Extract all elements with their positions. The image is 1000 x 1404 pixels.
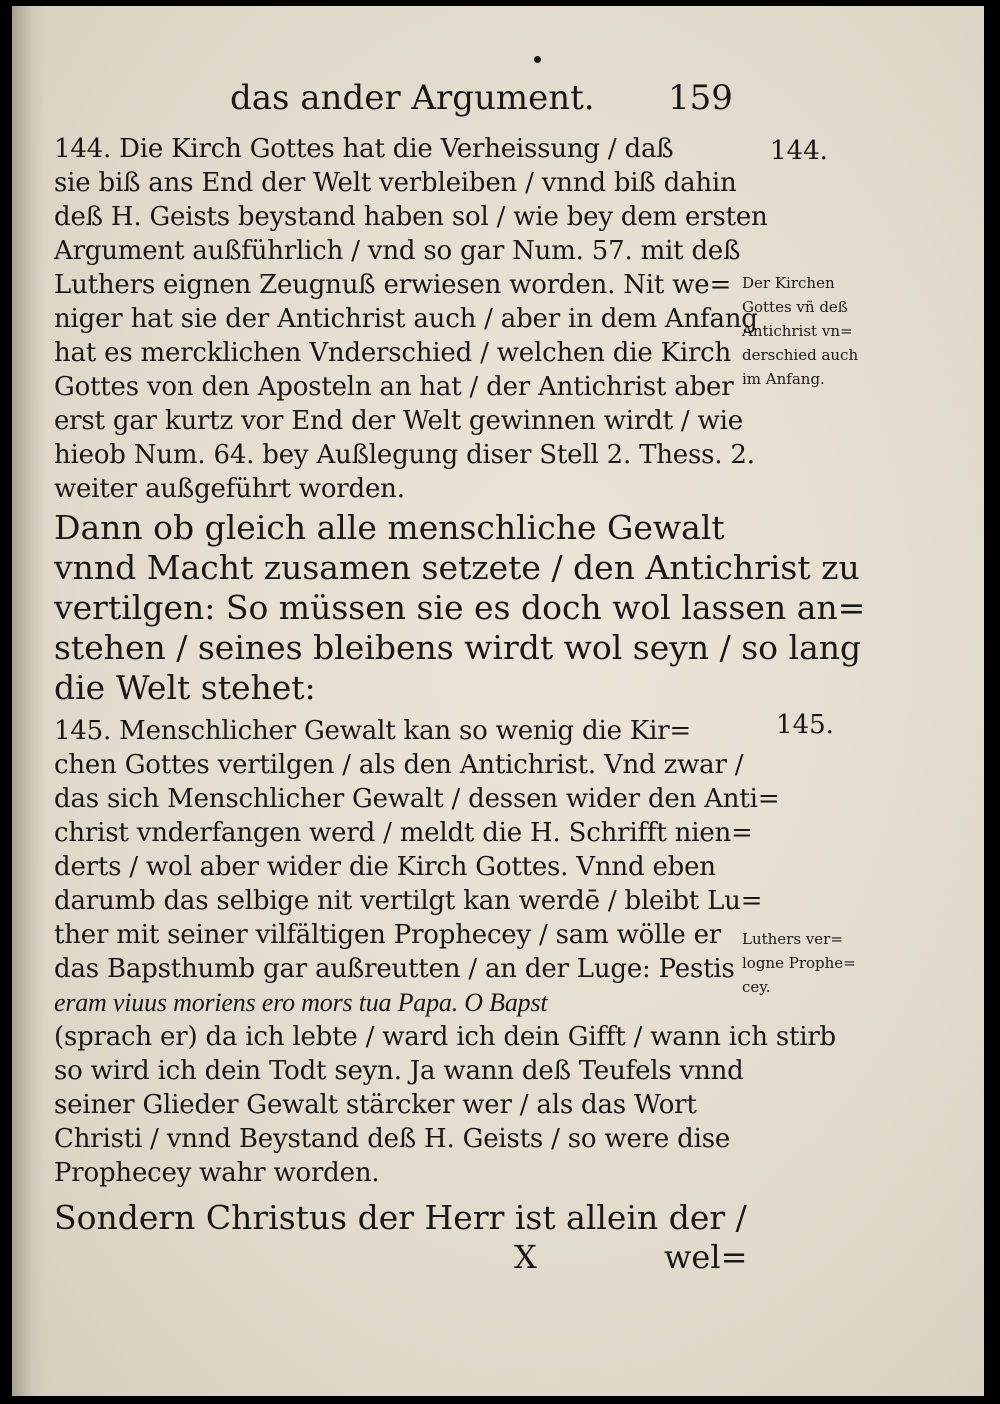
text-line: Luthers eignen Zeugnuß erwiesen worden. Nit we= bbox=[54, 270, 732, 300]
text-line: Argument außführlich / vnd so gar Num. 57. mit deß bbox=[54, 236, 741, 266]
margin-note-line: Gottes vñ deß bbox=[742, 298, 848, 316]
running-header-title: das ander Argument. bbox=[230, 78, 595, 118]
quote-line: vnnd Macht zusamen setzete / den Antichrist zu bbox=[54, 548, 860, 587]
margin-note-line: cey. bbox=[742, 978, 771, 996]
margin-note-line: derschied auch bbox=[742, 346, 859, 364]
quote-line: vertilgen: So müssen sie es doch wol lassen an= bbox=[54, 588, 866, 627]
quote-line: die Welt stehet: bbox=[54, 668, 316, 707]
text-line: (sprach er) da ich lebte / ward ich dein Gifft / wann ich stirb bbox=[54, 1022, 836, 1052]
text-line: 144. Die Kirch Gottes hat die Verheissung / daß bbox=[54, 134, 674, 164]
margin-note-line: Antichrist vn= bbox=[742, 322, 853, 340]
page-gutter-shadow bbox=[12, 6, 46, 1396]
quote-line: Sondern Christus der Herr ist allein der / bbox=[54, 1198, 747, 1237]
margin-note-line: im Anfang. bbox=[742, 370, 825, 388]
text-line: derts / wol aber wider die Kirch Gottes. Vnnd eben bbox=[54, 852, 716, 882]
text-line: so wird ich dein Todt seyn. Ja wann deß Teufels vnnd bbox=[54, 1056, 744, 1086]
text-line: chen Gottes vertilgen / als den Antichrist. Vnd zwar / bbox=[54, 750, 744, 780]
margin-note-line: logne Prophe= bbox=[742, 954, 856, 972]
text-line: christ vnderfangen werd / meldt die H. Schrifft nien= bbox=[54, 818, 753, 848]
text-line: sie biß ans End der Welt verbleiben / vnnd biß dahin bbox=[54, 168, 737, 198]
text-line: hieob Num. 64. bey Außlegung diser Stell 2. Thess. 2. bbox=[54, 440, 755, 470]
margin-number-144: 144. bbox=[770, 136, 828, 166]
text-line: Prophecey wahr worden. bbox=[54, 1158, 380, 1188]
text-line: ther mit seiner vilfältigen Prophecey / sam wölle er bbox=[54, 920, 722, 950]
margin-note-line: Der Kirchen bbox=[742, 274, 835, 292]
quote-line: Dann ob gleich alle menschliche Gewalt bbox=[54, 508, 725, 547]
latin-quote-line: eram viuus moriens ero mors tua Papa. O Bapst bbox=[54, 988, 548, 1017]
margin-note-line: Luthers ver= bbox=[742, 930, 843, 948]
margin-number-145: 145. bbox=[776, 710, 834, 740]
text-line: das sich Menschlicher Gewalt / dessen wider den Anti= bbox=[54, 784, 780, 814]
text-line: 145. Menschlicher Gewalt kan so wenig die Kir= bbox=[54, 716, 692, 746]
text-line: Christi / vnnd Beystand deß H. Geists / so were dise bbox=[54, 1124, 731, 1154]
text-line: Gottes von den Aposteln an hat / der Antichrist aber bbox=[54, 372, 734, 402]
text-line: weiter außgeführt worden. bbox=[54, 474, 405, 504]
page-number: 159 bbox=[668, 78, 733, 118]
text-line: erst gar kurtz vor End der Welt gewinnen wirdt / wie bbox=[54, 406, 743, 436]
text-line: hat es mercklichen Vnderschied / welchen die Kirch bbox=[54, 338, 732, 368]
quote-line: stehen / seines bleibens wirdt wol seyn / so lang bbox=[54, 628, 862, 667]
ink-dot bbox=[534, 56, 541, 63]
text-line: darumb das selbige nit vertilgt kan werdē / bleibt Lu= bbox=[54, 886, 763, 916]
signature-mark: X bbox=[514, 1238, 537, 1276]
text-line: niger hat sie der Antichrist auch / aber in dem Anfang bbox=[54, 304, 758, 334]
text-line: deß H. Geists beystand haben sol / wie bey dem ersten bbox=[54, 202, 768, 232]
catchword: wel= bbox=[664, 1238, 748, 1276]
text-line: seiner Glieder Gewalt stärcker wer / als das Wort bbox=[54, 1090, 697, 1120]
text-line: das Bapsthumb gar außreutten / an der Luge: Pestis bbox=[54, 954, 735, 984]
